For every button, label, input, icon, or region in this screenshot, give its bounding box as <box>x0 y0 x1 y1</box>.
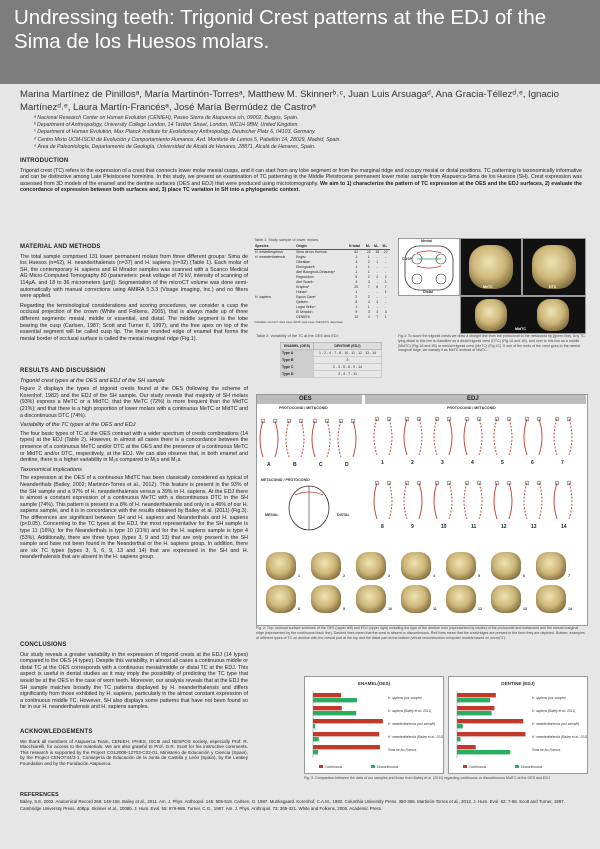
chart-bar <box>457 711 492 715</box>
table-cell: 3 <box>376 310 379 314</box>
tooth-image <box>537 299 569 331</box>
fig1-label-metc: MeTC <box>483 285 493 289</box>
oes-occlusal-scheme <box>289 486 329 530</box>
table-cell: CENIEH¹ <box>296 315 311 319</box>
intro-heading: INTRODUCTION <box>20 158 69 164</box>
table-cell: Abri Bourgeois-Delaunay⁴ <box>296 270 336 274</box>
edj-scheme-10 <box>434 481 452 530</box>
tooth-image <box>536 585 566 613</box>
tooth-image <box>311 552 341 580</box>
table-cell: - <box>376 305 378 309</box>
table-cell: Lagar Velho⁴ <box>296 305 316 309</box>
tooth-image <box>401 585 431 613</box>
table1-header: M₁ <box>365 244 373 250</box>
refs-heading: REFERENCES <box>20 792 59 798</box>
tooth-image <box>311 585 341 613</box>
edj-type-label: 6 <box>531 460 534 466</box>
fig1-photo-metc <box>460 238 522 296</box>
table-cell: 4 <box>367 300 370 304</box>
chart-bar <box>457 719 523 723</box>
fig1-label-midtc: MidTC <box>515 327 526 331</box>
table-cell: Abri Suard² <box>296 280 314 284</box>
table-cell: 7 <box>367 285 370 289</box>
edj-scheme-4 <box>464 417 482 466</box>
tooth-type-label: 5 <box>478 574 480 578</box>
chart-bar <box>457 693 496 697</box>
table1-footnote: ¹CENIEH microCT data base ²EMP data base ³NESPOS data base <box>254 320 344 324</box>
table-cell: H. sapiens <box>255 295 272 299</box>
table-cell: Krapina⁵ <box>296 285 310 289</box>
table-cell: 62 <box>354 250 359 254</box>
table-cell: 3 <box>367 280 370 284</box>
oes-type-label: C <box>319 462 323 468</box>
table-cell: - <box>385 255 387 259</box>
table-cell: 1 <box>367 305 370 309</box>
figure-3 <box>304 676 586 774</box>
table-cell: - <box>385 265 387 269</box>
table-cell: 2 - 3 - 5 - 6 - 9 - 14 <box>314 364 382 371</box>
affiliation-e: ᵉ Área de Paleontología, Departamento de Geología, Universidad de Alcalá de Henares, 28871, Alcalá de Henares, Spain. <box>34 143 316 150</box>
affiliation-b: ᵇ Department of Anthropology, University College London, 14 Taviton Street, London, WC1H 0BW, United Kingdom. <box>34 122 299 129</box>
chart-bar <box>313 706 342 710</box>
authors: Marina Martínez de Pinillosᵃ, María Martinón-Torresᵃ, Matthew M. Skinnerᵇ˒ᶜ, Juan Luis Arsuagaᵈ, Ana Gracia-Téllezᵈ˒ᵉ, Ignacio Martínezᵈ˒ᵉ, Laura Martín-Francésᵃ, José María Bermúdez de Castroᵃ <box>20 89 559 113</box>
table-cell: 3 <box>355 260 358 264</box>
table-cell: Qafzeh² <box>296 300 309 304</box>
results-heading: RESULTS AND DISCUSSION <box>20 368 106 374</box>
table-cell: 4 <box>367 315 370 319</box>
chart-bar <box>313 732 379 736</box>
table-cell: 2 <box>384 275 387 279</box>
edj-type-label: 11 <box>471 524 477 530</box>
table-cell: - <box>376 290 378 294</box>
tooth-image <box>469 245 513 289</box>
methods-heading: MATERIAL AND METHODS <box>20 244 101 250</box>
table-cell: 2 <box>355 295 358 299</box>
table-cell: Regourdou² <box>296 275 315 279</box>
edj-scheme-1 <box>374 417 392 466</box>
edj-scheme-8 <box>374 481 392 530</box>
results-subheading-3: Taxonomical implications <box>20 466 82 473</box>
conclusions-section <box>20 642 248 714</box>
tooth-type-label: 14 <box>568 607 572 611</box>
fig1-scheme <box>398 238 460 296</box>
edj-scheme-5 <box>494 417 512 466</box>
chart-category-label: H. neanderthalensis (Bailey et al., 2011) <box>388 735 443 739</box>
tooth-type-label: 9 <box>343 607 345 611</box>
edj-type-label: 12 <box>501 524 507 530</box>
oes-scheme-D <box>338 419 356 468</box>
methods-section <box>20 244 248 345</box>
oes-scheme-B <box>286 419 304 468</box>
introduction-section <box>20 158 582 197</box>
table-cell: 6 <box>376 285 379 289</box>
table-cell: 1 <box>355 255 358 259</box>
crown-scheme-diagram <box>399 239 459 295</box>
chart-category-label: H. neanderthalensis (our sample) <box>532 722 580 726</box>
table-cell: Sima de los Huesos¹ <box>296 250 328 254</box>
table-cell: 2 - 4 - 7 - 11 <box>314 371 382 378</box>
chart-title: ENAMEL(OES) <box>357 681 391 686</box>
table-cell: 1 <box>376 260 379 264</box>
tooth-image <box>491 585 521 613</box>
tooth-image <box>401 552 431 580</box>
chart-bar <box>313 724 315 728</box>
methods-paragraph-1: The total sample comprised 131 lower permanent molars from three different groups: Sima de los Huesos (n=62), H. neanderthalensis (n=37) and H. sapiens (n=32) (Table 1). Each molar of SH, the contemporary H. sapiens and El Mirador samples was scanned with a Scanco Medical AG Micro-Computed Tomography 80 (parameters: peak voltage of 70 kV, intensity of scanning of 114µA, and 18 to 36 micrometers (µm)). Segmentation of the microCT volume was done semi-automatically with manual corrections using AMIRA 5.3.3 (Visage Imaging, Inc.) and no filters were applied. <box>20 253 248 300</box>
oes-title: OES <box>299 396 312 402</box>
chart-bar <box>457 732 525 736</box>
table1-caption: Table 1: Study sample of lower molars. <box>254 238 320 242</box>
oes-type-label: A <box>267 462 271 468</box>
chart-category-label: H. sapiens (our sample) <box>532 696 566 700</box>
edj-scheme-13 <box>524 481 542 530</box>
chart-oes-panel <box>304 676 444 774</box>
methods-paragraph-2: Regarding the terminological considerations and scoring procedures, we consider a cusp the occlusal projection of the crown (White and Folkens, 2005), that is always made up of three different segments: mesial, middle or essential, and distal. The middle segment is the lobe bearing the cusp (Carlsen, 1987; Scott and Turner II, 1997), and the free apex on top of the essential segment will be called cusp tip. The linear rounded edge of enamel that forms the mesial border of occlusal surface is called the mesial marginal ridge (Fig.1). <box>20 302 248 342</box>
tooth-type-label: 8 <box>298 607 300 611</box>
chart-category-label: Sima de los Huesos <box>388 748 417 752</box>
chart-bar <box>313 750 318 754</box>
table-row <box>281 357 382 364</box>
edj-scheme-3 <box>434 417 452 466</box>
chart-bar <box>457 698 490 702</box>
edj-type-label: 3 <box>441 460 444 466</box>
fig1-photo-midtc <box>460 296 586 334</box>
oes-metaconid-label: METACONID / PROTOCONID <box>261 478 310 482</box>
table-cell: Type B <box>281 357 314 364</box>
table-cell: 1 <box>367 255 370 259</box>
chart-bar <box>313 719 383 723</box>
table-cell: 18 <box>375 250 380 254</box>
legend-label: Continuous <box>469 765 487 769</box>
table-cell: 12 <box>354 315 359 319</box>
table-cell: Type C <box>281 364 314 371</box>
table-cell: 8 <box>355 300 358 304</box>
table-cell: 20 <box>354 285 359 289</box>
affiliation-c: ᶜ Department of Human Evolution, Max Planck Institute for Evolutionary Anthropology, Deutscher Platz 6, 04103, Germany. <box>34 129 316 136</box>
table1-header: N total <box>348 244 365 250</box>
legend-swatch <box>371 765 375 768</box>
table-cell: Ehringsdorf³ <box>296 265 315 269</box>
tooth-type-label: 13 <box>523 607 527 611</box>
tooth-type-label: 4 <box>433 574 435 578</box>
chart-category-label: H. sapiens (Bailey et al., 2011) <box>532 709 576 713</box>
table-cell: 1 <box>384 290 387 294</box>
table-cell: 1 <box>355 270 358 274</box>
table-cell: 1 <box>355 265 358 269</box>
edj-type-label: 1 <box>381 460 384 466</box>
chart-bar <box>313 737 319 741</box>
fig2-tooth-gallery <box>262 552 580 618</box>
conclusions-text: Our study reveals a greater variability in the expression of trigonid crests at the EDJ (14 types) compared to the OES (4 types). Despite this variability, in almost all cases a continuous middle or distal TC at the OES corresponds with a continuous mesial/middle or distal TC at the EDJ. This aspect is useful in dental studies as it may imply the possibility of predicting the TC type that would be at the OES in the case of worn teeth. Moreover, our analysis reveals that at the EDJ the SH sample matches broadly the TC patterns displayed by H. neanderthalensis and differs significantly from those exhibited by H. sapiens, particularly in the almost constant expression of a continuous middle TC. However, SH also displays some patterns that have not been found so far in our H. neanderthalensis and H. sapiens samples. <box>20 651 248 711</box>
table-cell: 1 - 2 - 4 - 7 - 8 - 10 - 11 - 12 - 13 - 14 <box>314 350 382 357</box>
crest-schemes-diagram <box>257 395 587 545</box>
affiliations <box>34 115 579 151</box>
tooth-image <box>532 245 576 289</box>
table-cell: - <box>385 305 387 309</box>
chart-bar <box>457 706 494 710</box>
table-row <box>281 350 382 357</box>
affiliation-d: ᵈ Centro Mixto UCM-ISCIII de Evolución y Comportamiento Humanos, Avd. Monforte de Lemos 5, Pabellón 14, 28029, Madrid, Spain. <box>34 136 341 143</box>
edj-type-label: 8 <box>381 524 384 530</box>
table-cell: 1 <box>355 305 358 309</box>
oes-scheme-C <box>312 419 330 468</box>
table-cell: Hunas⁴ <box>296 290 308 294</box>
table-cell: Engis² <box>296 255 306 259</box>
table-cell: Type D <box>281 371 314 378</box>
edj-type-label: 9 <box>411 524 414 530</box>
table-cell: 3 <box>314 357 382 364</box>
table-cell: 2 <box>367 275 370 279</box>
oes-type-label: D <box>345 462 349 468</box>
table-cell: Type A <box>281 350 314 357</box>
acknowledgements-section <box>20 730 248 770</box>
chart-bar <box>457 750 510 754</box>
chart-oes <box>305 677 443 773</box>
tooth-image <box>446 585 476 613</box>
table2-header-oes: ENAMEL (OES) <box>281 343 314 350</box>
oes-type-label: B <box>293 462 297 468</box>
references-section <box>20 792 582 812</box>
edj-scheme-2 <box>404 417 422 466</box>
edj-type-label: 5 <box>501 460 504 466</box>
affiliation-a: ᵃ Nacional Research Center on Human Evolution (CENIEH), Paseo Sierra de Atapuerca s/n, 09002, Burgos, Spain. <box>34 115 299 121</box>
chart-title: DENTINE (EDJ) <box>501 681 535 686</box>
tooth-image <box>475 299 507 331</box>
oes-protoconid-label: PROTOCONID / METACONID <box>279 406 328 410</box>
ack-heading: ACKNOWLEDGEMENTS <box>20 729 93 735</box>
legend-label: Discontinuous <box>521 765 543 769</box>
chart-bar <box>313 745 380 749</box>
chart-bar <box>313 693 341 697</box>
tooth-type-label: 12 <box>478 607 482 611</box>
tooth-image <box>356 585 386 613</box>
chart-category-label: H. neanderthalensis (our sample) <box>388 722 436 726</box>
table-cell: - <box>376 280 378 284</box>
legend-label: Discontinuous <box>377 765 399 769</box>
chart-category-label: H. sapiens (our sample) <box>388 696 422 700</box>
results-subheading-1: Trigonid crest types at the OES and EDJ of the SH sample <box>20 377 165 384</box>
fig1-photo-dtc <box>522 238 586 296</box>
table-cell: H. neanderthalensis <box>255 255 286 259</box>
table-cell: 3 <box>367 310 370 314</box>
figure-1 <box>398 238 586 333</box>
table-cell: H. heidelbergensis <box>255 250 284 254</box>
table-cell: - <box>376 295 378 299</box>
table-cell: 1 <box>384 315 387 319</box>
table-cell: 1 <box>355 290 358 294</box>
tooth-image <box>266 585 296 613</box>
table-cell: Equus Cave⁶ <box>296 295 317 299</box>
table1-header: M₃ <box>381 244 390 250</box>
results-paragraph-1: Figure 2 displays the types of trigonid crests found at the OES (following the scheme of Korenhof, 1982) and the EDJ of the SH sample. Our study reveals that majority of SH molars (93%) express a MeTC or a MidTC; that the MeTC (72%) is more frequent than the MidTC (21%); and that there is a high proportion of lower molars with a continuous MeTC or MidTC and a discontinuous DTC (74%). <box>20 386 248 419</box>
table-cell: 9 <box>355 310 358 314</box>
refs-text: Bailey, S.E. 2002. Anatomical Record 269: 148-156. Bailey et al., 2011. Am. J. Phys. Anthropol. 145: 505-518. Carlsen, O. 1987. Munksgaard. Korenhof, C.A.M., 1982. Columbia University Press. 350-365. Martinón-Torres et al., 2012. J. Hum. Evol. 62: 7-58. Scott and Turner, 1997. Cambridge University Press. 408pp. Skinner et al., 2008b. J. Hum. Evol. 55: 979-988. Turner, C.G., 1987. Am. J. Phys. Anthropol. 73: 305-321. White and Folkens, 2005. Academic Press. <box>20 799 565 811</box>
chart-edj <box>449 677 587 773</box>
table-cell: 3 <box>384 310 387 314</box>
table-cell: 1 <box>367 270 370 274</box>
edj-type-label: 14 <box>561 524 567 530</box>
table1-header: Species <box>254 244 295 250</box>
tooth-type-label: 6 <box>523 574 525 578</box>
fig1-label-cusp: CUSP <box>402 257 412 261</box>
table-row <box>281 364 382 371</box>
table-cell: - <box>385 300 387 304</box>
chart-bar <box>313 698 357 702</box>
edj-type-label: 2 <box>411 460 414 466</box>
table-cell: 2 <box>367 260 370 264</box>
chart-bar <box>457 724 463 728</box>
header-banner <box>0 0 600 84</box>
edj-scheme-6 <box>524 417 542 466</box>
table-cell: - <box>368 290 370 294</box>
edj-scheme-11 <box>464 481 482 530</box>
tooth-type-label: 11 <box>433 607 437 611</box>
table-cell: - <box>385 270 387 274</box>
tooth-image <box>536 552 566 580</box>
tooth-type-label: 10 <box>388 607 392 611</box>
table-1 <box>254 244 390 320</box>
fig2-caption: Fig. 2: Top: occlusal surface schemes of the OES (upper left) and EDJ (upper right) including the type of the dentine horn (represented by circles) of the protoconid and metaconid and the mesial marginal ridge (represented by the continuous black line). Dashed lines mean that the crest is absent or discontinuous. Red lines mean that the crest/ridges are present in the form they are depicted. Bottom: examples of different types of TC on dentine with the mesial part at the top and the distal part at the bottom (virtual reconstruction computer models based on microCT). <box>256 626 585 640</box>
table1-header: Origin <box>295 244 348 250</box>
table2-header-edj: DENTINE (EDJ) <box>314 343 382 350</box>
table1-header: M₂ <box>373 244 381 250</box>
edj-title: EDJ <box>467 396 479 402</box>
chart-bar <box>457 737 461 741</box>
chart-bar <box>313 711 356 715</box>
table-cell: - <box>376 255 378 259</box>
table-cell: 2 <box>376 275 379 279</box>
tooth-type-label: 1 <box>298 574 300 578</box>
tooth-type-label: 2 <box>343 574 345 578</box>
table-cell: 4 <box>355 280 358 284</box>
tooth-image <box>446 552 476 580</box>
chart-category-label: H. neanderthalensis (Bailey et al., 2011) <box>532 735 587 739</box>
mesial-label: MESIAL <box>265 513 279 517</box>
results-subheading-2: Variability of the TC types at the OES and EDJ <box>20 422 136 429</box>
table-cell: 2 <box>367 295 370 299</box>
table-row <box>281 371 382 378</box>
tooth-type-label: 3 <box>388 574 390 578</box>
fig1-label-distal: Distal <box>423 290 433 294</box>
table-cell: - <box>385 260 387 264</box>
fig1-caption: Fig.1: To score the trigonid crests we draw a straight line from the protoconid to the metaconid tip (green line). Any TC lying distal to this line is classified as a distal trigonid crest (DTC) (Fig.1A and 1B), and over to this line as a middle (MidTC) (Fig.1A and 1B) or mesial trigonid crest (MeTC) (Fig.1C). If one of the ends of the crest goes to the mesial marginal ridge, we classify it as MeTC instead of MidTC. <box>398 334 585 353</box>
edj-type-label: 13 <box>531 524 537 530</box>
chart-category-label: H. sapiens (Bailey et al., 2011) <box>388 709 432 713</box>
oes-scheme-A <box>260 419 278 468</box>
legend-swatch <box>515 765 519 768</box>
table-cell: El Mirador¹ <box>296 310 313 314</box>
edj-type-label: 10 <box>441 524 447 530</box>
table-2 <box>280 342 382 378</box>
edj-scheme-7 <box>554 417 572 466</box>
fig1-label-dtc: DTC <box>549 285 557 289</box>
table-cell: 22 <box>383 250 388 254</box>
table-cell: - <box>385 295 387 299</box>
edj-type-label: 7 <box>561 460 564 466</box>
chart-category-label: Sima de los Huesos <box>532 748 561 752</box>
table-cell: 1 <box>367 265 370 269</box>
tooth-image <box>266 552 296 580</box>
tooth-image <box>356 552 386 580</box>
tooth-type-label: 7 <box>568 574 570 578</box>
results-paragraph-2: The four basic types of TC at the OES contrast with a wider spectrum of crests combinations (14 types) at the EDJ (Table 2). However, in almost all cases there is a concordance between the presence of a continuous MeTC and/or DTC at the OES and the presence of a continuous MeTC or MidTC and/or DTC, respectively, at the EDJ. We can also observe that, in both enamel and dentine, there is a higher variability in M₂s compared to M₁s and M₃s. <box>20 430 248 464</box>
fig3-caption: Fig. 3: Comparison between the data of our samples and those from Bailey et al. (2011) regarding continuous or discontinuous MidTC at the OES and EDJ. <box>304 776 551 780</box>
edj-scheme-9 <box>404 481 422 530</box>
results-paragraph-3: The expression at the OES of a continuous MidTC has been classically considered as typical of Neanderthals (Bailey, 2002; Martinón-Torres et al., 2012). This feature is present in the 93% of the SH sample and a 97% of H. neanderthalensis versus a 39% in H. sapiens. At the EDJ there is almost a constant expression of a continuous MeTC with a discontinuous DTC in the SH sample (74%). This pattern is present in a 8% of H. neanderthalensis and only in a 46% of our H. sapiens sample, and it is in concordance with the results obtained by Bailey et al. (2011) (Fig.3). The differences are significant between SH and H. sapiens and Neanderthals and H. sapiens (p<0.05). Concerning to the TC types at the EDJ, the most representative for the SH sample is type 11 (16%); for the Neanderthals is type 10 (21%) and for the H. sapiens sample is type 4 (53%). Additionally, there are three types (types 3, 9 and 13) that are only present in the SH sample and have not been found in the Neanderthal or the H. sapiens group. In addition, there are six TC types (types 3, 5, 6, 9, 13 and 14) that are expressed in the SH and H. neanderthalensis that are absent in the H. sapiens group. <box>20 475 248 561</box>
results-section <box>20 368 248 564</box>
chart-edj-panel <box>448 676 588 774</box>
fig1-label-mesial: Mesial <box>421 239 432 243</box>
table-cell: 4 <box>376 300 379 304</box>
chart-bar <box>457 745 476 749</box>
edj-type-label: 4 <box>471 460 474 466</box>
intro-aim: We aim to 1) characterize the pattern of TC expression at the OES and the EDJ surfaces, 2) evaluate the concordance of expression between both surfaces and, 3) place TC variation in SH into a phylogenetic context. <box>20 180 582 194</box>
table-cell: - <box>376 265 378 269</box>
legend-swatch <box>319 765 323 768</box>
legend-swatch <box>463 765 467 768</box>
intro-text: Trigonid crest (TC) refers to the expression of a crest that connects lower molar mesial cusps, and it can start from any lobe segment or from the marginal ridge and occupy mesial or distal positions. TC patterning is taxonomically informative and can be distinctive among Late Pleistocene hominins. In this study, we present an examination of TC patterning in the Middle Pleistocene permanent lower molar sample from Atapuerca-Sima de los Huesos (SH). Crest expression was assessed from 3D models of the enamel and the dentine surfaces (OES and EDJ) that were produced using microtomography. <box>20 167 583 187</box>
table-cell: 1 <box>384 280 387 284</box>
edj-scheme-14 <box>554 481 572 530</box>
ack-text: We thank all members of Atapuerca Team, CENIEH, IPHES, ISCIII and NESPOS society, especially Prof. R. Macchiarelli, for access to the materials. We are also grateful to Prof. G.R. Scott for his instructive comments. This research is supported by the Project CGL2009-12703-C03-01, Ministerio de Educación y Ciencia (Spain), by the Project CENO744/2-1, Consejería de Educación de la Junta de Castilla y León (Spain), by the Leakey Foundation and by the Fundación Atapuerca. <box>20 738 248 766</box>
table-cell: 6 <box>355 275 358 279</box>
tooth-image <box>491 552 521 580</box>
table-cell: 22 <box>366 250 371 254</box>
distal-label: DISTAL <box>337 513 350 517</box>
table-cell: Gibraltar² <box>296 260 311 264</box>
table-cell: 7 <box>376 315 379 319</box>
legend-label: Continuous <box>325 765 343 769</box>
table2-caption: Table 2: Variability of the TC at the OES and EDJ <box>256 334 339 338</box>
edj-scheme-12 <box>494 481 512 530</box>
conclusions-heading: CONCLUSIONS <box>20 642 67 648</box>
table-cell: - <box>376 270 378 274</box>
edj-protoconid-label: PROTOCONID / METACONID <box>447 406 496 410</box>
poster-title: Undressing teeth: Trigonid Crest patterns at the EDJ of the Sima de los Huesos molars. <box>14 6 547 53</box>
table-cell: 7 <box>384 285 387 289</box>
